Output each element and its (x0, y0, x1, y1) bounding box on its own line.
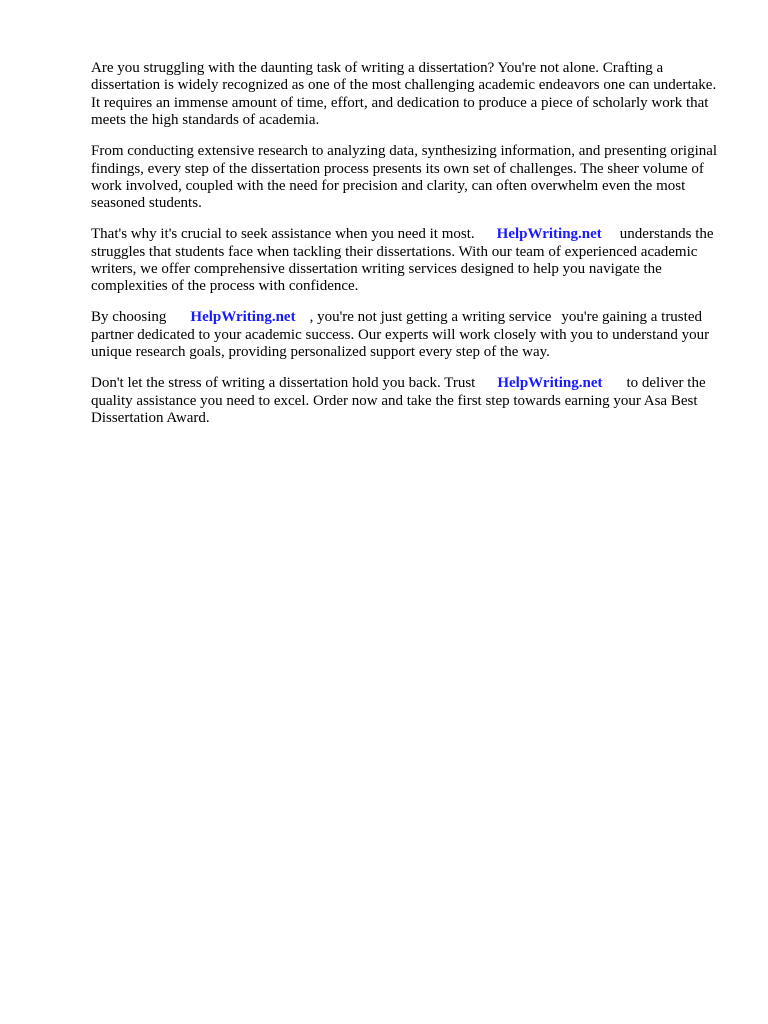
paragraph-intro: Are you struggling with the daunting task of writing a dissertation? You're not alone. Crafting a dissertation is widely recognized as one of the most challenging academic endeavors one can undertake. It requires an immense amount of time, effort, and dedication to produce a piece of scholarly work that meets the high standards of academia. (91, 60, 717, 129)
helpwriting-link-2[interactable]: HelpWriting.net (190, 309, 296, 326)
paragraph-closing (91, 375, 727, 427)
paragraph-choosing-mid: , you're not just getting a writing service (309, 309, 552, 326)
paragraph-choosing-tail: you're gaining a trusted partner dedicated to your academic success. Our experts will work closely with you to understand your unique research goals, providing personalized support every step of the way. (91, 309, 710, 361)
helpwriting-link-3[interactable]: HelpWriting.net (497, 375, 603, 392)
paragraph-closing-lead: Don't let the stress of writing a dissertation hold you back. Trust (91, 375, 476, 392)
paragraph-choosing (91, 309, 727, 361)
helpwriting-link-1[interactable]: HelpWriting.net (496, 226, 602, 243)
paragraph-closing-tail: to deliver the quality assistance you need to excel. Order now and take the first step towards earning your Asa Best Dissertation Award. (91, 375, 706, 426)
paragraph-assistance-tail: understands the struggles that students face when tackling their dissertations. With our team of experienced academic writers, we offer comprehensive dissertation writing services designed to help you navigate the complexities of the process with confidence. (91, 226, 714, 295)
paragraph-choosing-lead: By choosing (91, 309, 167, 326)
document-page (91, 60, 727, 441)
paragraph-challenges: From conducting extensive research to analyzing data, synthesizing information, and presenting original findings, every step of the dissertation process presents its own set of challenges. The sheer volume of work involved, coupled with the need for precision and clarity, can often overwhelm even the most seasoned students. (91, 143, 718, 212)
paragraph-assistance (91, 226, 727, 296)
paragraph-assistance-lead: That's why it's crucial to seek assistance when you need it most. (91, 226, 475, 243)
